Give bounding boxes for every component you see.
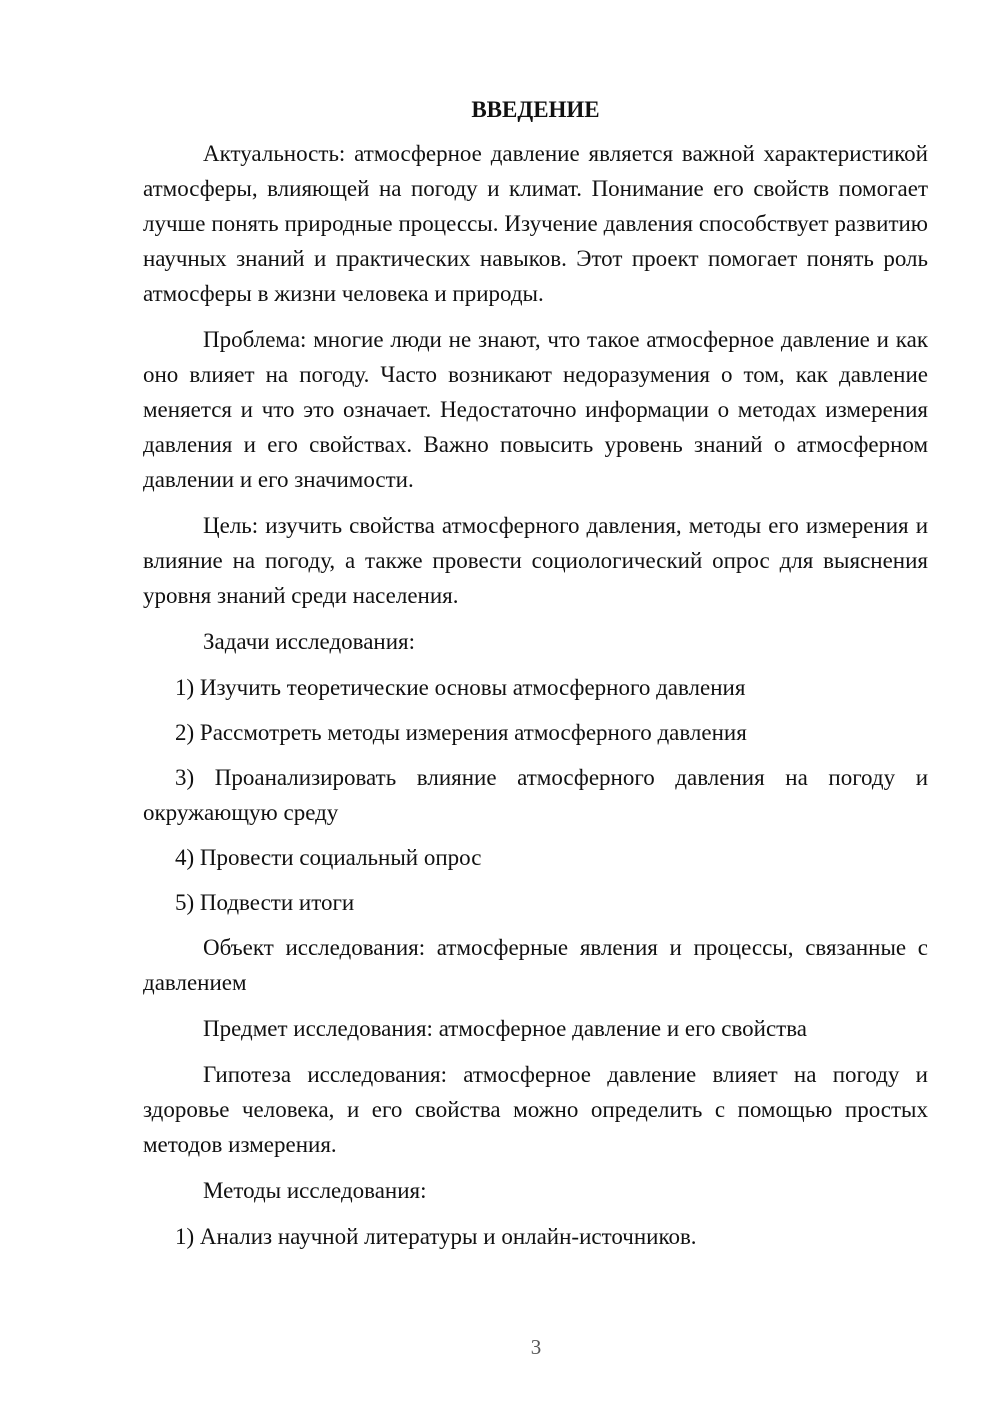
task-item: 1) Изучить теоретические основы атмосферного давления	[175, 675, 746, 700]
task-item: 5) Подвести итоги	[175, 890, 355, 915]
task-item: 4) Провести социальный опрос	[175, 845, 482, 870]
relevance-paragraph: Актуальность: атмосферное давление является важной характеристикой атмосферы, влияющей на погоду и климат. Понимание его свойств помогает лучше понять природные процессы. Изучение давления способствует развитию научных знаний и практических навыков. Этот проект помогает понять роль атмосферы в жизни человека и природы.	[143, 141, 928, 306]
page-content	[143, 94, 928, 1264]
task-item: 3) Проанализировать влияние атмосферного давления на погоду и окружающую среду	[143, 765, 928, 825]
subject-paragraph: Предмет исследования: атмосферное давление и его свойства	[203, 1016, 807, 1041]
tasks-heading: Задачи исследования:	[203, 629, 416, 654]
hypothesis-paragraph: Гипотеза исследования: атмосферное давление влияет на погоду и здоровье человека, и его свойства можно определить с помощью простых методов измерения.	[143, 1062, 928, 1157]
method-item: 1) Анализ научной литературы и онлайн-источников.	[175, 1224, 697, 1249]
goal-paragraph: Цель: изучить свойства атмосферного давления, методы его измерения и влияние на погоду, а также провести социологический опрос для выяснения уровня знаний среди населения.	[143, 513, 928, 608]
object-paragraph: Объект исследования: атмосферные явления и процессы, связанные с давлением	[143, 935, 928, 995]
problem-paragraph: Проблема: многие люди не знают, что такое атмосферное давление и как оно влияет на погоду. Часто возникают недоразумения о том, как давление меняется и что это означает. Недостаточно информации о методах измерения давления и его свойствах. Важно повысить уровень знаний о атмосферном давлении и его значимости.	[143, 327, 928, 492]
task-item: 2) Рассмотреть методы измерения атмосферного давления	[175, 720, 747, 745]
section-title: ВВЕДЕНИЕ	[471, 97, 600, 122]
page-number: 3	[530, 1335, 542, 1359]
methods-heading: Методы исследования:	[203, 1178, 427, 1203]
